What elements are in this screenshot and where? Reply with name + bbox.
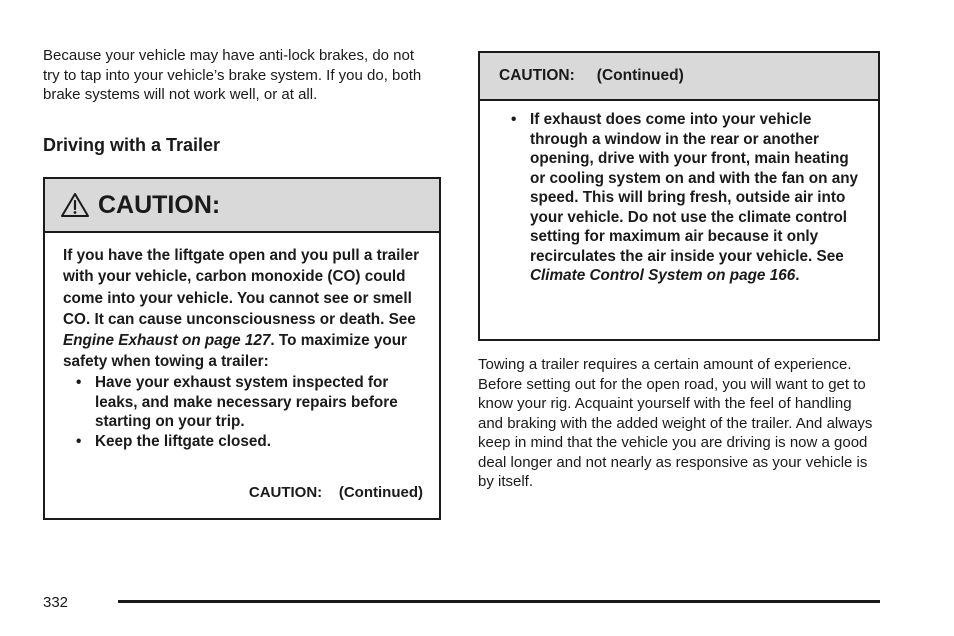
continued-reference: Climate Control System on page 166 — [530, 267, 796, 284]
caution-header — [45, 179, 439, 233]
footer-rule — [118, 600, 880, 603]
intro-paragraph: Because your vehicle may have anti-lock brakes, do not try to tap into your vehicle’s brake system. If you do, both brake systems will not work well, or at all. — [43, 47, 422, 103]
continued-suffix: (Continued) — [338, 484, 423, 501]
continued-header-suffix: (Continued) — [596, 67, 684, 84]
caution-continued-label — [249, 484, 423, 501]
caution-body — [45, 233, 439, 452]
caution-continued-header — [480, 53, 878, 101]
continued-label: CAUTION: — [248, 484, 323, 501]
caution-text: If you have the liftgate open and you pull a trailer with your vehicle, carbon monoxide (CO) could come into your vehicle. You cannot see or smell CO. It can cause unconsciousness or death. See — [63, 247, 420, 328]
caution-bullet: • Have your exhaust system inspected for leaks, and make necessary repairs before starting on your trip. — [63, 373, 421, 432]
page-number: 332 — [43, 594, 69, 611]
caution-title: CAUTION: — [98, 190, 221, 219]
caution-continued-body — [480, 101, 878, 286]
caution-paragraph — [63, 245, 421, 373]
caution-bullet: • Keep the liftgate closed. — [63, 432, 421, 452]
caution-bullet-list — [63, 373, 421, 452]
continued-header-label: CAUTION: — [499, 67, 575, 84]
section-heading: Driving with a Trailer — [43, 135, 221, 155]
continued-bullet-text: If exhaust does come into your vehicle through a window in the rear or another opening, drive with your front, main heating or cooling system on and with the fan on any speed. This will bring fresh, outside air into your vehicle. Do not use the climate control setting for maximum air because it only recirculates the air inside your vehicle. See — [530, 111, 859, 265]
continued-bullet-list — [498, 110, 860, 286]
towing-paragraph: Towing a trailer requires a certain amount of experience. Before setting out for the open road, you will want to get to know your rig. Acquaint yourself with the feel of handling and braking with the added weight of the trailer. And always keep in mind that the vehicle you are driving is now a good deal longer and not nearly as responsive as your vehicle is by itself. — [478, 356, 873, 490]
continued-bullet — [498, 110, 860, 286]
caution-reference: Engine Exhaust on page 127 — [63, 332, 271, 350]
warning-triangle-icon — [60, 192, 90, 218]
caution-text-end: . To maximize your safety when towing a trailer: — [63, 332, 407, 371]
caution-continued-box — [478, 51, 880, 341]
continued-bullet-end: . — [795, 267, 800, 284]
caution-box — [43, 177, 441, 520]
